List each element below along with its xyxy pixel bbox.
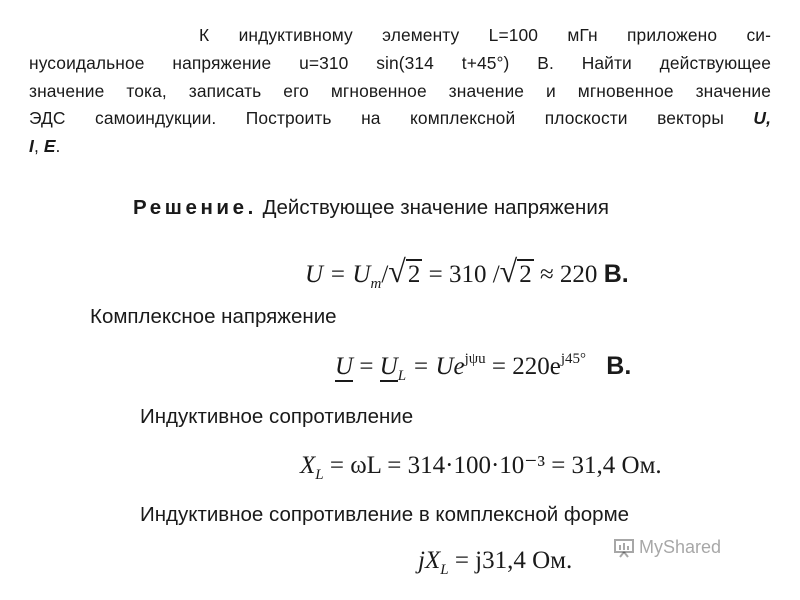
- problem-line-2: нусоидальное напряжение u=310 sin(314 t+45°) В. Найти действующее: [29, 52, 771, 73]
- f4-sub-l: L: [440, 562, 449, 578]
- f1-sqrt-2: √2: [499, 253, 532, 289]
- formula-effective-voltage: [305, 253, 629, 293]
- formula-complex-voltage: [335, 351, 631, 385]
- f4-rest: = j31,4 Ом.: [448, 547, 573, 574]
- problem-line-4-text: ЭДС самоиндукции. Построить на комплексной плоскости векторы: [29, 108, 724, 129]
- f2-u2: U: [379, 353, 398, 380]
- f2-u1: U: [335, 353, 354, 380]
- presentation-icon: [613, 538, 635, 558]
- f1-slash: /: [381, 261, 389, 288]
- vector-separator: ,: [33, 136, 44, 157]
- problem-statement: [29, 22, 771, 161]
- f4-jx: jX: [418, 547, 441, 574]
- f1-mid: = 310 /: [422, 261, 500, 288]
- problem-line-1: К индуктивному элементу L=100 мГн приложено си-: [199, 25, 771, 45]
- problem-line-5: [29, 133, 771, 161]
- solution-heading: [133, 196, 609, 220]
- f1-sub-m: m: [370, 276, 382, 292]
- f2-eq2: = Ue: [406, 353, 465, 380]
- complex-voltage-label: Комплексное напряжение: [90, 305, 337, 328]
- f3-x: X: [300, 452, 316, 479]
- f2-sup1: jψu: [464, 351, 486, 367]
- formula-inductive-complex: [418, 547, 572, 579]
- inductive-complex-label: Индуктивное сопротивление в комплексной форме: [140, 503, 630, 526]
- vector-end: .: [55, 136, 61, 157]
- f2-eq1: =: [353, 353, 380, 380]
- f3-sub-l: L: [315, 467, 324, 483]
- formula-inductive-resistance: [300, 450, 662, 484]
- f2-unit: В.: [606, 352, 632, 380]
- f1-unit: В.: [603, 260, 629, 288]
- problem-line-4: [29, 105, 771, 133]
- f1-lhs: U = U: [305, 261, 371, 288]
- watermark-text: MyShared: [639, 537, 722, 557]
- vector-i: I: [29, 133, 34, 161]
- f1-approx: ≈ 220: [533, 261, 598, 288]
- myshared-watermark: [613, 537, 721, 558]
- solution-heading-rest: Действующее значение напряжения: [262, 196, 609, 219]
- problem-line-3: значение тока, записать его мгновенное значение и мгновенное значение: [29, 80, 771, 101]
- inductive-resistance-label: Индуктивное сопротивление: [140, 405, 414, 428]
- f2-sup2: j45°: [560, 351, 587, 367]
- vector-e: E: [44, 133, 56, 161]
- vector-u: U,: [753, 105, 771, 133]
- f1-sqrt-1: √2: [388, 253, 421, 289]
- f3-rest: = ωL = 314·100·10⁻³ = 31,4 Ом.: [323, 452, 662, 479]
- solution-word: Решение.: [133, 196, 257, 219]
- f2-eq3: = 220e: [485, 353, 561, 380]
- f2-sub-l: L: [397, 368, 407, 384]
